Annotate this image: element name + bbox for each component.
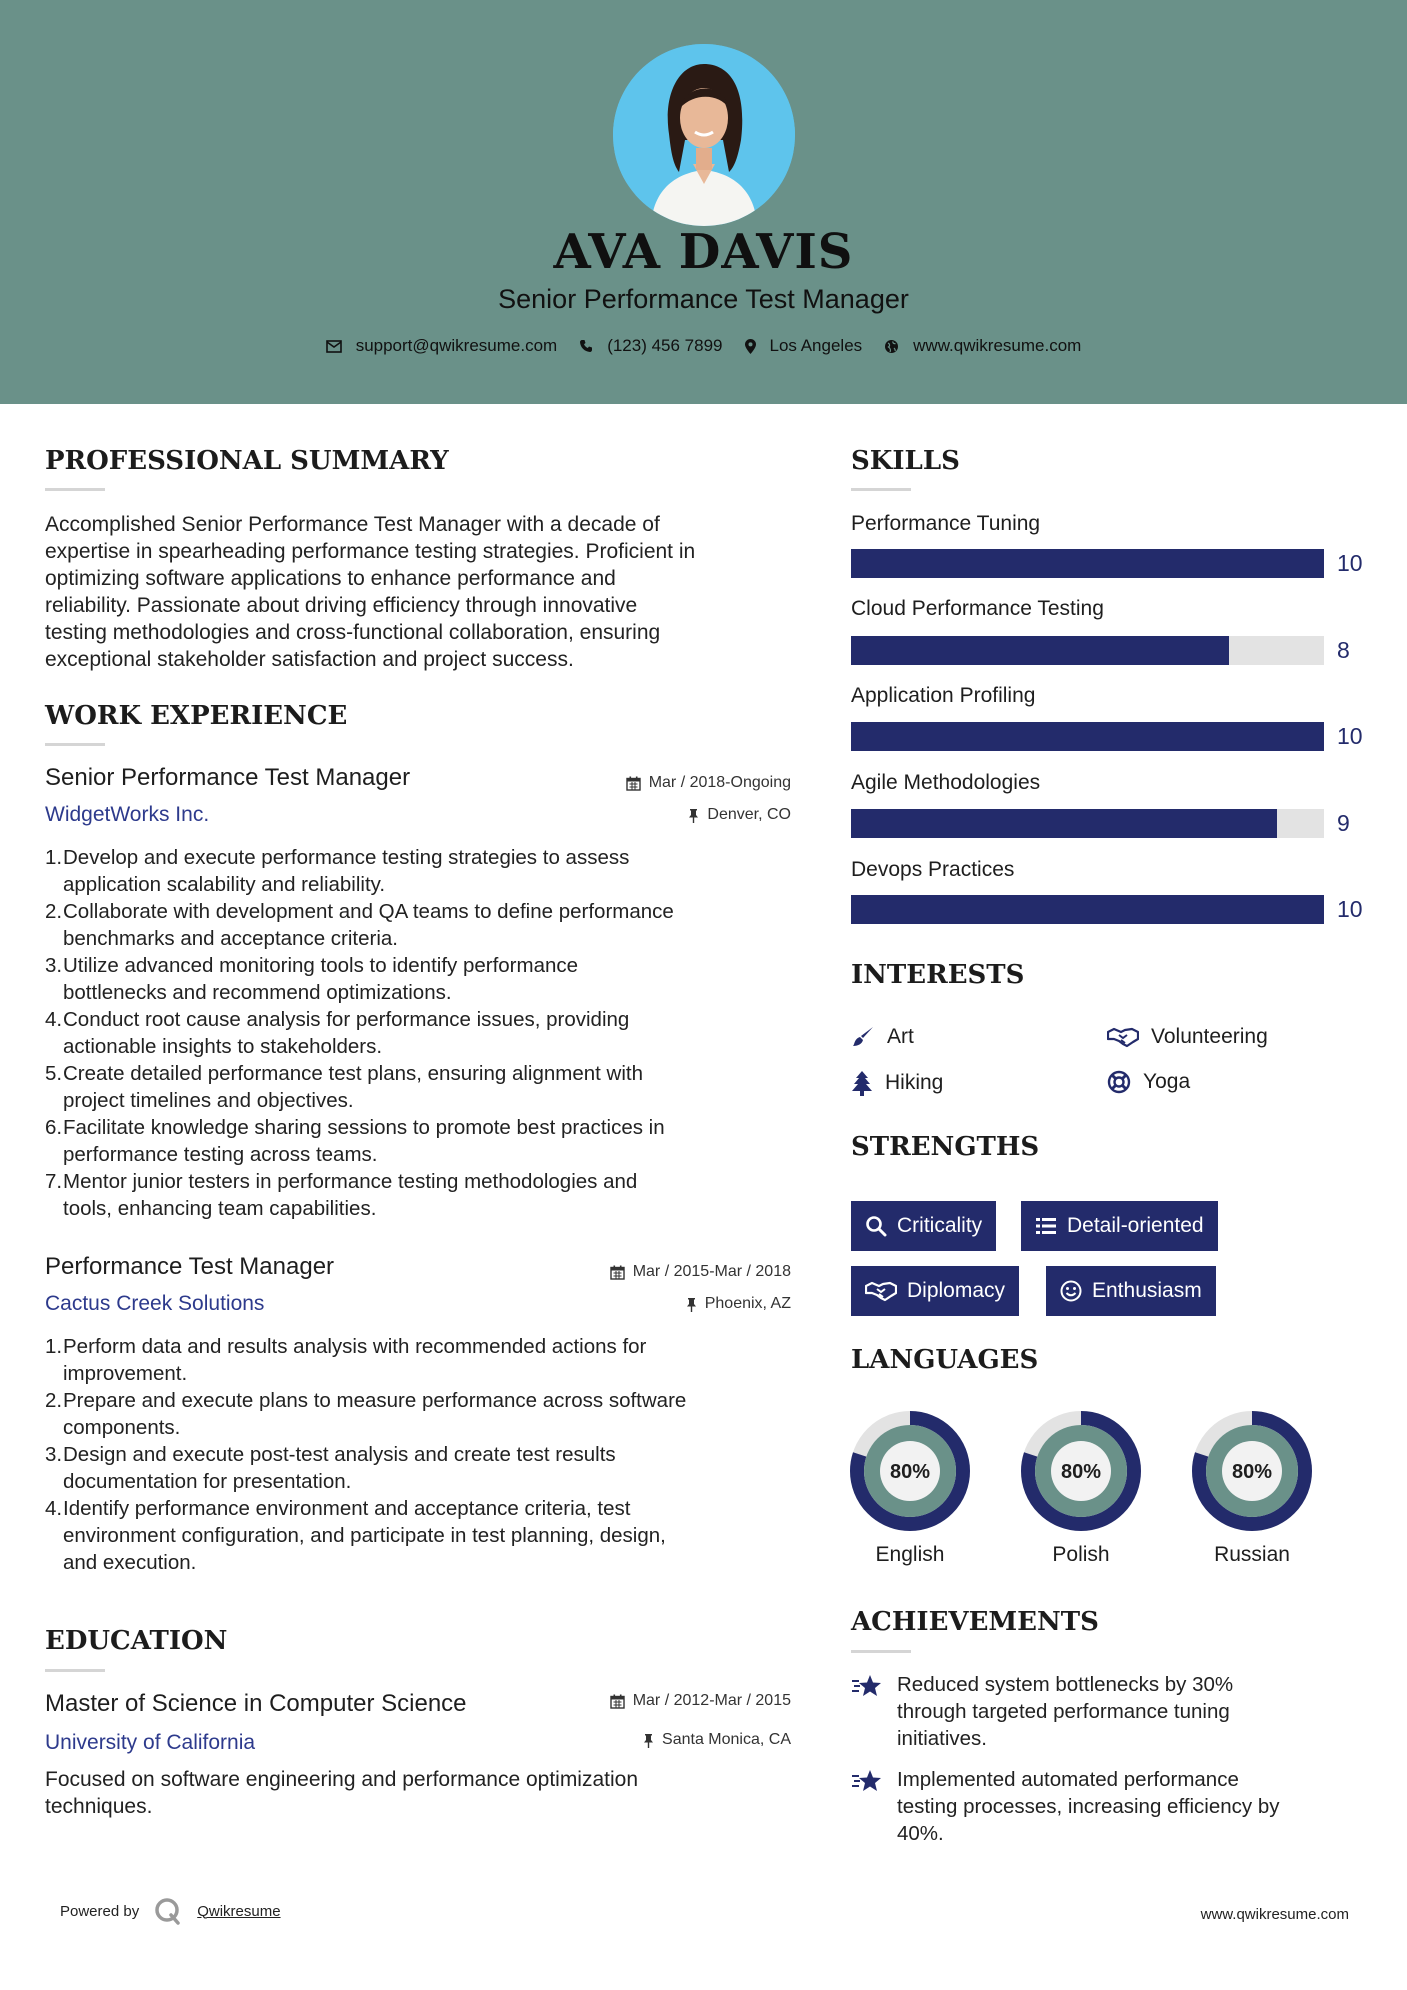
list-line: Perform data and results analysis with recommended actions for: [63, 1335, 647, 1358]
achievements-divider: [851, 1650, 911, 1653]
handshake-icon: [1107, 1026, 1139, 1048]
contact-phone[interactable]: [579, 336, 722, 356]
list-number: 7.: [45, 1170, 63, 1193]
language-name: English: [875, 1543, 945, 1566]
achievement-line: through targeted performance tuning: [897, 1700, 1230, 1723]
interest-hiking: [851, 1070, 943, 1096]
achievement-text: [897, 1766, 1279, 1847]
list-line: environment configuration, and participate in test planning, design,: [63, 1524, 666, 1547]
school-name: University of California: [45, 1731, 256, 1754]
language-percent: 80%: [889, 1461, 931, 1483]
list-line: actionable insights to stakeholders.: [63, 1035, 383, 1058]
education-heading: EDUCATION: [45, 1626, 228, 1656]
list-number: 2.: [45, 1389, 63, 1412]
list-line: Collaborate with development and QA teams to define performance: [63, 900, 674, 923]
list-line: Facilitate knowledge sharing sessions to promote best practices in: [63, 1116, 665, 1139]
smile-icon: [1060, 1280, 1082, 1302]
skill-bar: [851, 809, 1324, 838]
job-company: Cactus Creek Solutions: [45, 1292, 265, 1315]
language-english: [848, 1409, 972, 1567]
brand-link[interactable]: Qwikresume: [197, 1902, 281, 1920]
language-russian: [1190, 1409, 1314, 1567]
achievement-line: 40%.: [897, 1822, 944, 1845]
website-text: www.qwikresume.com: [913, 336, 1082, 355]
contact-website[interactable]: [884, 336, 1081, 356]
interest-label: Hiking: [885, 1071, 944, 1094]
skill-name: Agile Methodologies: [851, 771, 1041, 794]
list-line: Design and execute post-test analysis and create test results: [63, 1443, 616, 1466]
map-pin-icon: [745, 339, 756, 354]
skill-bar: [851, 549, 1324, 578]
summary-line: exceptional stakeholder satisfaction and project success.: [45, 648, 574, 671]
list-item: [45, 1006, 805, 1060]
job-dates-text: Mar / 2018-Ongoing: [648, 774, 791, 791]
pushpin-icon: [643, 1733, 654, 1748]
candidate-name: AVA DAVIS: [553, 224, 854, 280]
interest-volunteering: [1107, 1025, 1268, 1049]
strength-chip: [1046, 1266, 1216, 1316]
list-number: 3.: [45, 954, 63, 977]
education-dates: [610, 1692, 791, 1710]
footer-powered-by: [60, 1896, 281, 1926]
pushpin-icon: [688, 808, 699, 823]
list-item: [45, 1060, 805, 1114]
list-line: benchmarks and acceptance criteria.: [63, 927, 399, 950]
list-line: improvement.: [63, 1362, 188, 1385]
skills-divider: [851, 488, 911, 491]
languages-heading: LANGUAGES: [851, 1345, 1039, 1375]
list-line: project timelines and objectives.: [63, 1089, 354, 1112]
summary-line: optimizing software applications to enhance performance and: [45, 567, 616, 590]
skill-name: Cloud Performance Testing: [851, 597, 1104, 620]
job-location-text: Phoenix, AZ: [704, 1295, 791, 1312]
language-ring: [848, 1409, 972, 1533]
education-location-text: Santa Monica, CA: [662, 1731, 791, 1748]
achievement-item: [851, 1766, 1351, 1847]
list-icon: [1035, 1216, 1057, 1236]
contact-bar: [0, 336, 1407, 356]
list-item: [45, 1387, 805, 1441]
language-percent: 80%: [1060, 1461, 1102, 1483]
job-role: Performance Test Manager: [45, 1253, 335, 1280]
list-number: 3.: [45, 1443, 63, 1466]
language-ring: [1190, 1409, 1314, 1533]
skill-name: Performance Tuning: [851, 512, 1041, 535]
achievement-line: Reduced system bottlenecks by 30%: [897, 1673, 1234, 1696]
list-line: components.: [63, 1416, 181, 1439]
interest-yoga: [1107, 1070, 1190, 1094]
skill-bar: [851, 895, 1324, 924]
job-responsibilities: [45, 844, 805, 1222]
strength-chip: [851, 1266, 1019, 1316]
job-dates: [610, 1263, 791, 1281]
skill-level: 10: [1337, 550, 1363, 576]
summary-text: [45, 511, 795, 673]
degree-title: Master of Science in Computer Science: [45, 1690, 467, 1717]
summary-line: Accomplished Senior Performance Test Manager with a decade of: [45, 513, 660, 536]
portrait-image: [613, 44, 795, 226]
location-text: Los Angeles: [769, 336, 863, 355]
achievement-text: [897, 1671, 1233, 1752]
skill-level: 10: [1337, 723, 1363, 749]
globe-icon: [884, 339, 899, 354]
experience-heading: WORK EXPERIENCE: [45, 701, 348, 731]
achievement-line: initiatives.: [897, 1727, 988, 1750]
list-item: [45, 952, 805, 1006]
achievements-heading: ACHIEVEMENTS: [851, 1607, 1099, 1637]
list-line: Create detailed performance test plans, ensuring alignment with: [63, 1062, 644, 1085]
education-location: [643, 1731, 791, 1749]
list-number: 1.: [45, 1335, 63, 1358]
calendar-icon: [626, 776, 641, 791]
list-line: documentation for presentation.: [63, 1470, 352, 1493]
list-line: Mentor junior testers in performance testing methodologies and: [63, 1170, 638, 1193]
language-polish: [1019, 1409, 1143, 1567]
job-location: [686, 1295, 791, 1313]
powered-by-text: Powered by: [60, 1902, 140, 1920]
star-icon: [851, 1768, 883, 1794]
summary-line: expertise in spearheading performance testing strategies. Proficient in: [45, 540, 696, 563]
skill-level: 9: [1337, 810, 1350, 836]
tree-icon: [851, 1070, 873, 1096]
list-item: [45, 1441, 805, 1495]
calendar-icon: [610, 1694, 625, 1709]
list-line: tools, enhancing team capabilities.: [63, 1197, 377, 1220]
list-line: Identify performance environment and acceptance criteria, test: [63, 1497, 631, 1520]
skills-heading: SKILLS: [851, 446, 960, 476]
summary-divider: [45, 488, 105, 491]
email-text: support@qwikresume.com: [355, 336, 558, 355]
list-item: [45, 1333, 805, 1387]
calendar-icon: [610, 1265, 625, 1280]
language-percent: 80%: [1231, 1461, 1273, 1483]
interest-art: [851, 1025, 914, 1049]
achievement-line: testing processes, increasing efficiency by: [897, 1795, 1280, 1818]
strength-label: Criticality: [897, 1214, 983, 1237]
list-number: 4.: [45, 1008, 63, 1031]
interest-label: Art: [887, 1025, 914, 1048]
list-item: [45, 1168, 805, 1222]
star-icon: [851, 1673, 883, 1699]
skill-level: 8: [1337, 637, 1350, 663]
skill-bar-fill: [851, 895, 1324, 924]
skill-bar: [851, 722, 1324, 751]
job-role: Senior Performance Test Manager: [45, 764, 411, 791]
list-item: [45, 1495, 805, 1576]
resume-header: [0, 0, 1407, 404]
education-divider: [45, 1669, 105, 1672]
skill-name: Devops Practices: [851, 858, 1015, 881]
list-item: [45, 844, 805, 898]
candidate-title: Senior Performance Test Manager: [498, 284, 909, 314]
job-dates-text: Mar / 2015-Mar / 2018: [632, 1263, 791, 1280]
list-line: Conduct root cause analysis for performance issues, providing: [63, 1008, 630, 1031]
list-line: performance testing across teams.: [63, 1143, 378, 1166]
list-number: 6.: [45, 1116, 63, 1139]
skill-bar-fill: [851, 722, 1324, 751]
skill-bar-fill: [851, 549, 1324, 578]
phone-text: (123) 456 7899: [607, 336, 723, 355]
list-number: 5.: [45, 1062, 63, 1085]
language-name: Russian: [1214, 1543, 1290, 1566]
job-location: [688, 806, 791, 824]
list-number: 4.: [45, 1497, 63, 1520]
list-line: application scalability and reliability.: [63, 873, 386, 896]
skill-level: 10: [1337, 896, 1363, 922]
strengths-heading: STRENGTHS: [851, 1132, 1040, 1162]
language-ring: [1019, 1409, 1143, 1533]
summary-line: testing methodologies and cross-functional collaboration, ensuring: [45, 621, 661, 644]
education-dates-text: Mar / 2012-Mar / 2015: [632, 1692, 791, 1709]
summary-heading: PROFESSIONAL SUMMARY: [45, 446, 449, 476]
education-line: Focused on software engineering and performance optimization: [45, 1768, 639, 1791]
education-description: [45, 1766, 805, 1820]
strength-label: Enthusiasm: [1092, 1279, 1202, 1302]
skill-name: Application Profiling: [851, 684, 1036, 707]
handshake-icon: [865, 1280, 897, 1302]
achievement-line: Implemented automated performance: [897, 1768, 1239, 1791]
footer-website[interactable]: www.qwikresume.com: [1200, 1906, 1349, 1923]
education-line: techniques.: [45, 1795, 153, 1818]
search-icon: [865, 1215, 887, 1237]
lifering-icon: [1107, 1070, 1131, 1094]
interest-label: Volunteering: [1151, 1025, 1268, 1048]
list-line: bottlenecks and recommend optimizations.: [63, 981, 452, 1004]
paintbrush-icon: [851, 1025, 875, 1049]
achievement-item: [851, 1671, 1351, 1752]
qwikresume-logo-icon: [153, 1896, 183, 1926]
pushpin-icon: [686, 1297, 697, 1312]
list-line: Utilize advanced monitoring tools to identify performance: [63, 954, 579, 977]
profile-photo: [613, 44, 795, 226]
job-responsibilities: [45, 1333, 805, 1576]
list-line: Prepare and execute plans to measure performance across software: [63, 1389, 687, 1412]
envelope-icon: [326, 340, 342, 353]
job-company: WidgetWorks Inc.: [45, 803, 210, 826]
language-name: Polish: [1052, 1543, 1110, 1566]
job-location-text: Denver, CO: [707, 806, 791, 823]
interest-label: Yoga: [1143, 1070, 1191, 1093]
skill-bar: [851, 636, 1324, 665]
list-item: [45, 1114, 805, 1168]
list-number: 2.: [45, 900, 63, 923]
job-dates: [626, 774, 791, 792]
strength-chip: [1021, 1201, 1218, 1251]
list-line: and execution.: [63, 1551, 197, 1574]
strength-chip: [851, 1201, 996, 1251]
list-line: Develop and execute performance testing strategies to assess: [63, 846, 630, 869]
skill-bar-fill: [851, 636, 1229, 665]
contact-email[interactable]: [326, 336, 558, 356]
phone-icon: [579, 339, 593, 353]
interests-heading: INTERESTS: [851, 960, 1025, 990]
skill-bar-fill: [851, 809, 1277, 838]
summary-line: reliability. Passionate about driving efficiency through innovative: [45, 594, 638, 617]
list-item: [45, 898, 805, 952]
strength-label: Diplomacy: [907, 1279, 1006, 1302]
contact-location: [745, 336, 863, 356]
experience-divider: [45, 743, 105, 746]
strength-label: Detail-oriented: [1067, 1214, 1204, 1237]
list-number: 1.: [45, 846, 63, 869]
